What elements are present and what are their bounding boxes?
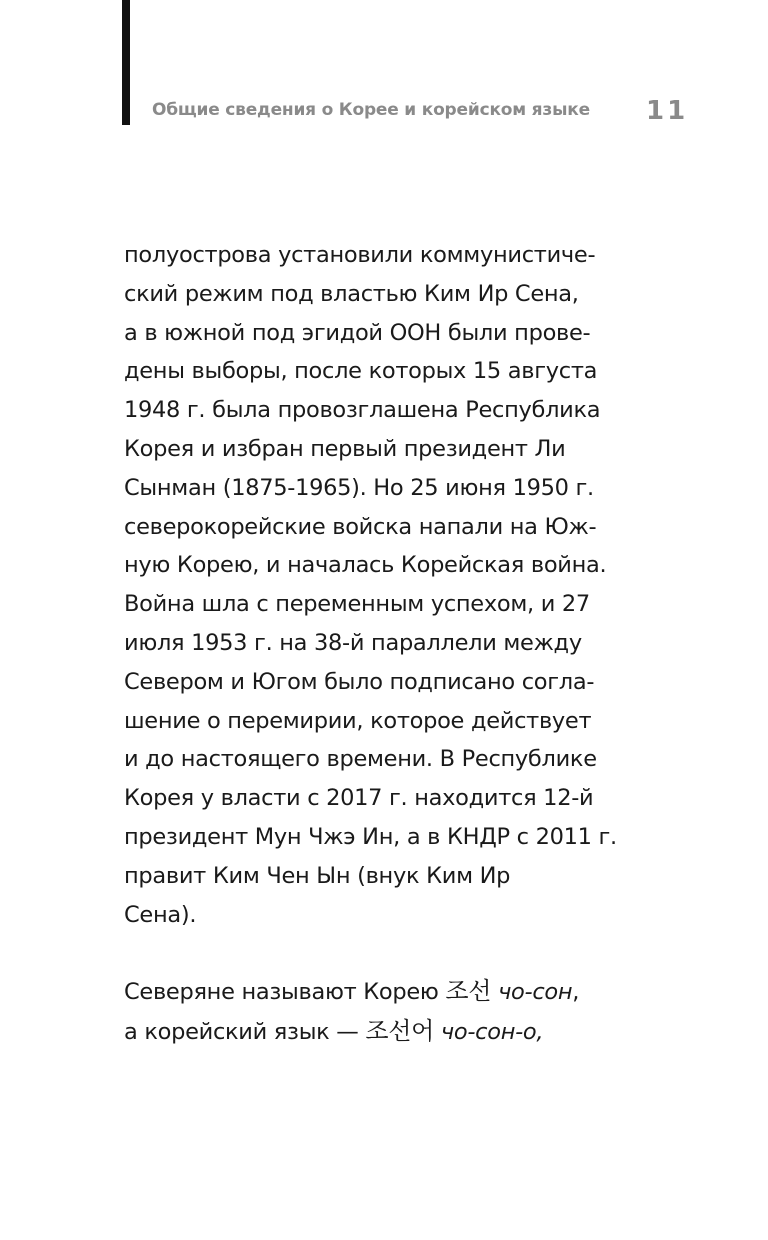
text-line: июля 1953 г. на 38-й параллели между <box>124 629 582 656</box>
running-header: Общие сведения о Корее и корейском языке <box>152 100 590 120</box>
page-number: 11 <box>646 96 689 126</box>
text-line: президент Мун Чжэ Ин, а в КНДР с 2011 г. <box>124 823 617 850</box>
text-segment: а корейский язык — <box>124 1019 366 1046</box>
text-line: правит Ким Чен Ын (внук Ким Ир <box>124 862 511 889</box>
text-line <box>124 972 684 1012</box>
text-line: ский режим под властью Ким Ир Сена, <box>124 280 579 307</box>
paragraph-spacer <box>124 934 684 972</box>
text-line: и до настоящего времени. В Республике <box>124 746 597 773</box>
text-line: дены выборы, после которых 15 августа <box>124 358 598 385</box>
text-segment: Северяне называют Корею <box>124 979 446 1006</box>
text-line: северокорейские войска напали на Юж- <box>124 513 597 540</box>
transliteration: чо-сон-о, <box>440 1019 544 1046</box>
margin-bar <box>122 0 130 125</box>
text-line <box>124 1012 684 1052</box>
paragraph-1 <box>124 236 684 934</box>
text-line: Сена). <box>124 901 197 928</box>
text-line: Корея и избран первый президент Ли <box>124 435 566 462</box>
text-line: 1948 г. была провозглашена Республика <box>124 397 601 424</box>
text-line: Севером и Югом было подписано согла- <box>124 668 595 695</box>
text-line: Сынман (1875-1965). Но 25 июня 1950 г. <box>124 474 594 501</box>
paragraph-2 <box>124 972 684 1052</box>
text-line: полуострова установили коммунистиче- <box>124 242 596 268</box>
text-line: ную Корею, и началась Корейская война. <box>124 552 607 579</box>
text-line: Корея у власти с 2017 г. находится 12-й <box>124 785 594 812</box>
body-text <box>124 236 684 1052</box>
korean-word: 조선어 <box>365 1017 435 1046</box>
text-segment: , <box>572 979 580 1006</box>
text-line: шение о перемирии, которое действует <box>124 707 592 734</box>
text-line: а в южной под эгидой ООН были прове- <box>124 319 591 346</box>
korean-word: 조선 <box>445 977 492 1006</box>
transliteration: чо-сон <box>498 979 573 1006</box>
text-line: Война шла с переменным успехом, и 27 <box>124 591 590 618</box>
